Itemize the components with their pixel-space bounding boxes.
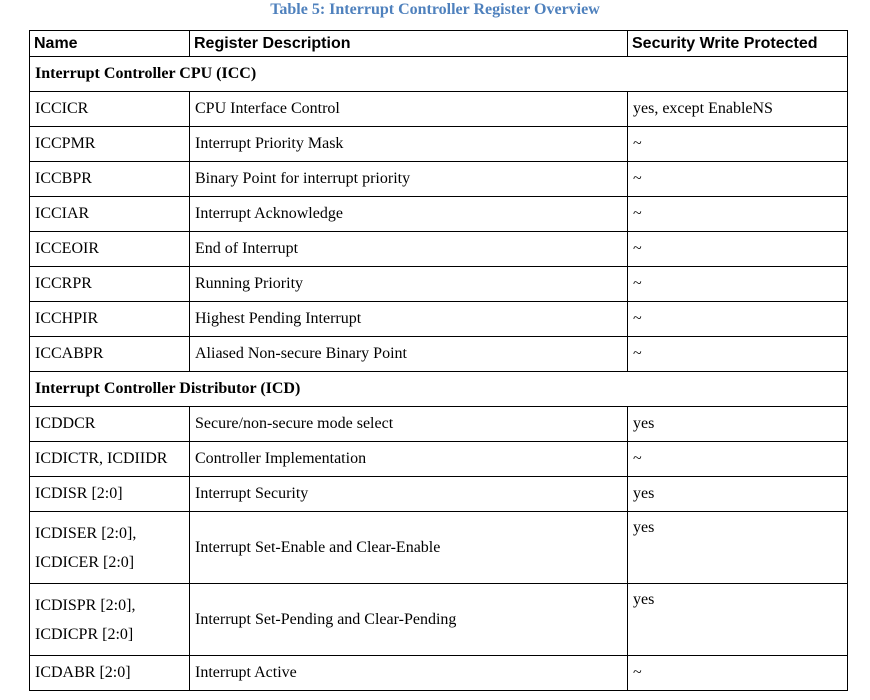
register-name-line: ICCEOIR (35, 240, 99, 257)
register-description: Interrupt Set-Pending and Clear-Pending (190, 584, 628, 656)
register-name-line: ICCICR (35, 100, 89, 117)
security-write-protected: yes (628, 407, 848, 442)
table-row (30, 127, 848, 162)
register-name-line: ICDISR [2:0] (35, 485, 123, 502)
table-row (30, 442, 848, 477)
register-description: CPU Interface Control (190, 92, 628, 127)
table-row (30, 232, 848, 267)
table-row (30, 337, 848, 372)
register-name-line: ICCPMR (35, 135, 96, 152)
register-name (30, 337, 190, 372)
register-name-line: ICDICER [2:0] (35, 553, 135, 571)
section-row (30, 57, 848, 92)
register-name-line: ICCHPIR (35, 310, 99, 327)
register-name (30, 442, 190, 477)
table-caption: Table 5: Interrupt Controller Register Overview (270, 1, 600, 18)
register-description: Aliased Non-secure Binary Point (190, 337, 628, 372)
security-write-protected: ~ (628, 267, 848, 302)
register-name (30, 232, 190, 267)
security-write-protected: ~ (628, 162, 848, 197)
register-description: Running Priority (190, 267, 628, 302)
table-row (30, 477, 848, 512)
register-name-line: ICDICTR, ICDIIDR (35, 450, 168, 467)
register-name (30, 302, 190, 337)
security-write-protected: yes, except EnableNS (628, 92, 848, 127)
register-description: Binary Point for interrupt priority (190, 162, 628, 197)
register-name (30, 584, 190, 656)
table-body (30, 57, 848, 691)
security-write-protected: yes (628, 477, 848, 512)
register-name (30, 127, 190, 162)
section-title: Interrupt Controller Distributor (ICD) (30, 372, 848, 407)
security-write-protected: yes (628, 584, 848, 656)
register-name (30, 512, 190, 584)
table-row (30, 656, 848, 691)
register-description: Controller Implementation (190, 442, 628, 477)
table-row (30, 512, 848, 584)
register-description: Interrupt Set-Enable and Clear-Enable (190, 512, 628, 584)
register-name-line: ICCRPR (35, 275, 92, 292)
register-description: Interrupt Security (190, 477, 628, 512)
register-description: Interrupt Priority Mask (190, 127, 628, 162)
register-name-line: ICDISER [2:0], (35, 524, 137, 542)
header-description: Register Description (190, 31, 628, 57)
register-name-line: ICCBPR (35, 170, 92, 187)
security-write-protected: ~ (628, 232, 848, 267)
register-name (30, 656, 190, 691)
register-name (30, 407, 190, 442)
table-row (30, 407, 848, 442)
register-name-line: ICDICPR [2:0] (35, 625, 134, 643)
register-table (29, 30, 848, 691)
register-name (30, 267, 190, 302)
section-title: Interrupt Controller CPU (ICC) (30, 57, 848, 92)
register-description: End of Interrupt (190, 232, 628, 267)
security-write-protected: ~ (628, 197, 848, 232)
register-description: Secure/non-secure mode select (190, 407, 628, 442)
table-row (30, 162, 848, 197)
table-row (30, 267, 848, 302)
register-name-line: ICDABR [2:0] (35, 664, 131, 681)
register-name (30, 92, 190, 127)
register-description: Highest Pending Interrupt (190, 302, 628, 337)
header-security: Security Write Protected (628, 31, 848, 57)
register-name (30, 477, 190, 512)
register-description: Interrupt Active (190, 656, 628, 691)
register-name-line: ICCABPR (35, 345, 104, 362)
register-name (30, 162, 190, 197)
register-name-line: ICDDCR (35, 415, 96, 432)
table-row (30, 584, 848, 656)
register-name-line: ICDISPR [2:0], (35, 596, 136, 614)
register-description: Interrupt Acknowledge (190, 197, 628, 232)
section-row (30, 372, 848, 407)
security-write-protected: ~ (628, 656, 848, 691)
security-write-protected: ~ (628, 127, 848, 162)
security-write-protected: yes (628, 512, 848, 584)
security-write-protected: ~ (628, 302, 848, 337)
table-row (30, 197, 848, 232)
security-write-protected: ~ (628, 337, 848, 372)
table-row (30, 302, 848, 337)
header-row (30, 31, 848, 57)
register-name (30, 197, 190, 232)
header-name: Name (30, 31, 190, 57)
table-row (30, 92, 848, 127)
register-name-line: ICCIAR (35, 205, 90, 222)
security-write-protected: ~ (628, 442, 848, 477)
